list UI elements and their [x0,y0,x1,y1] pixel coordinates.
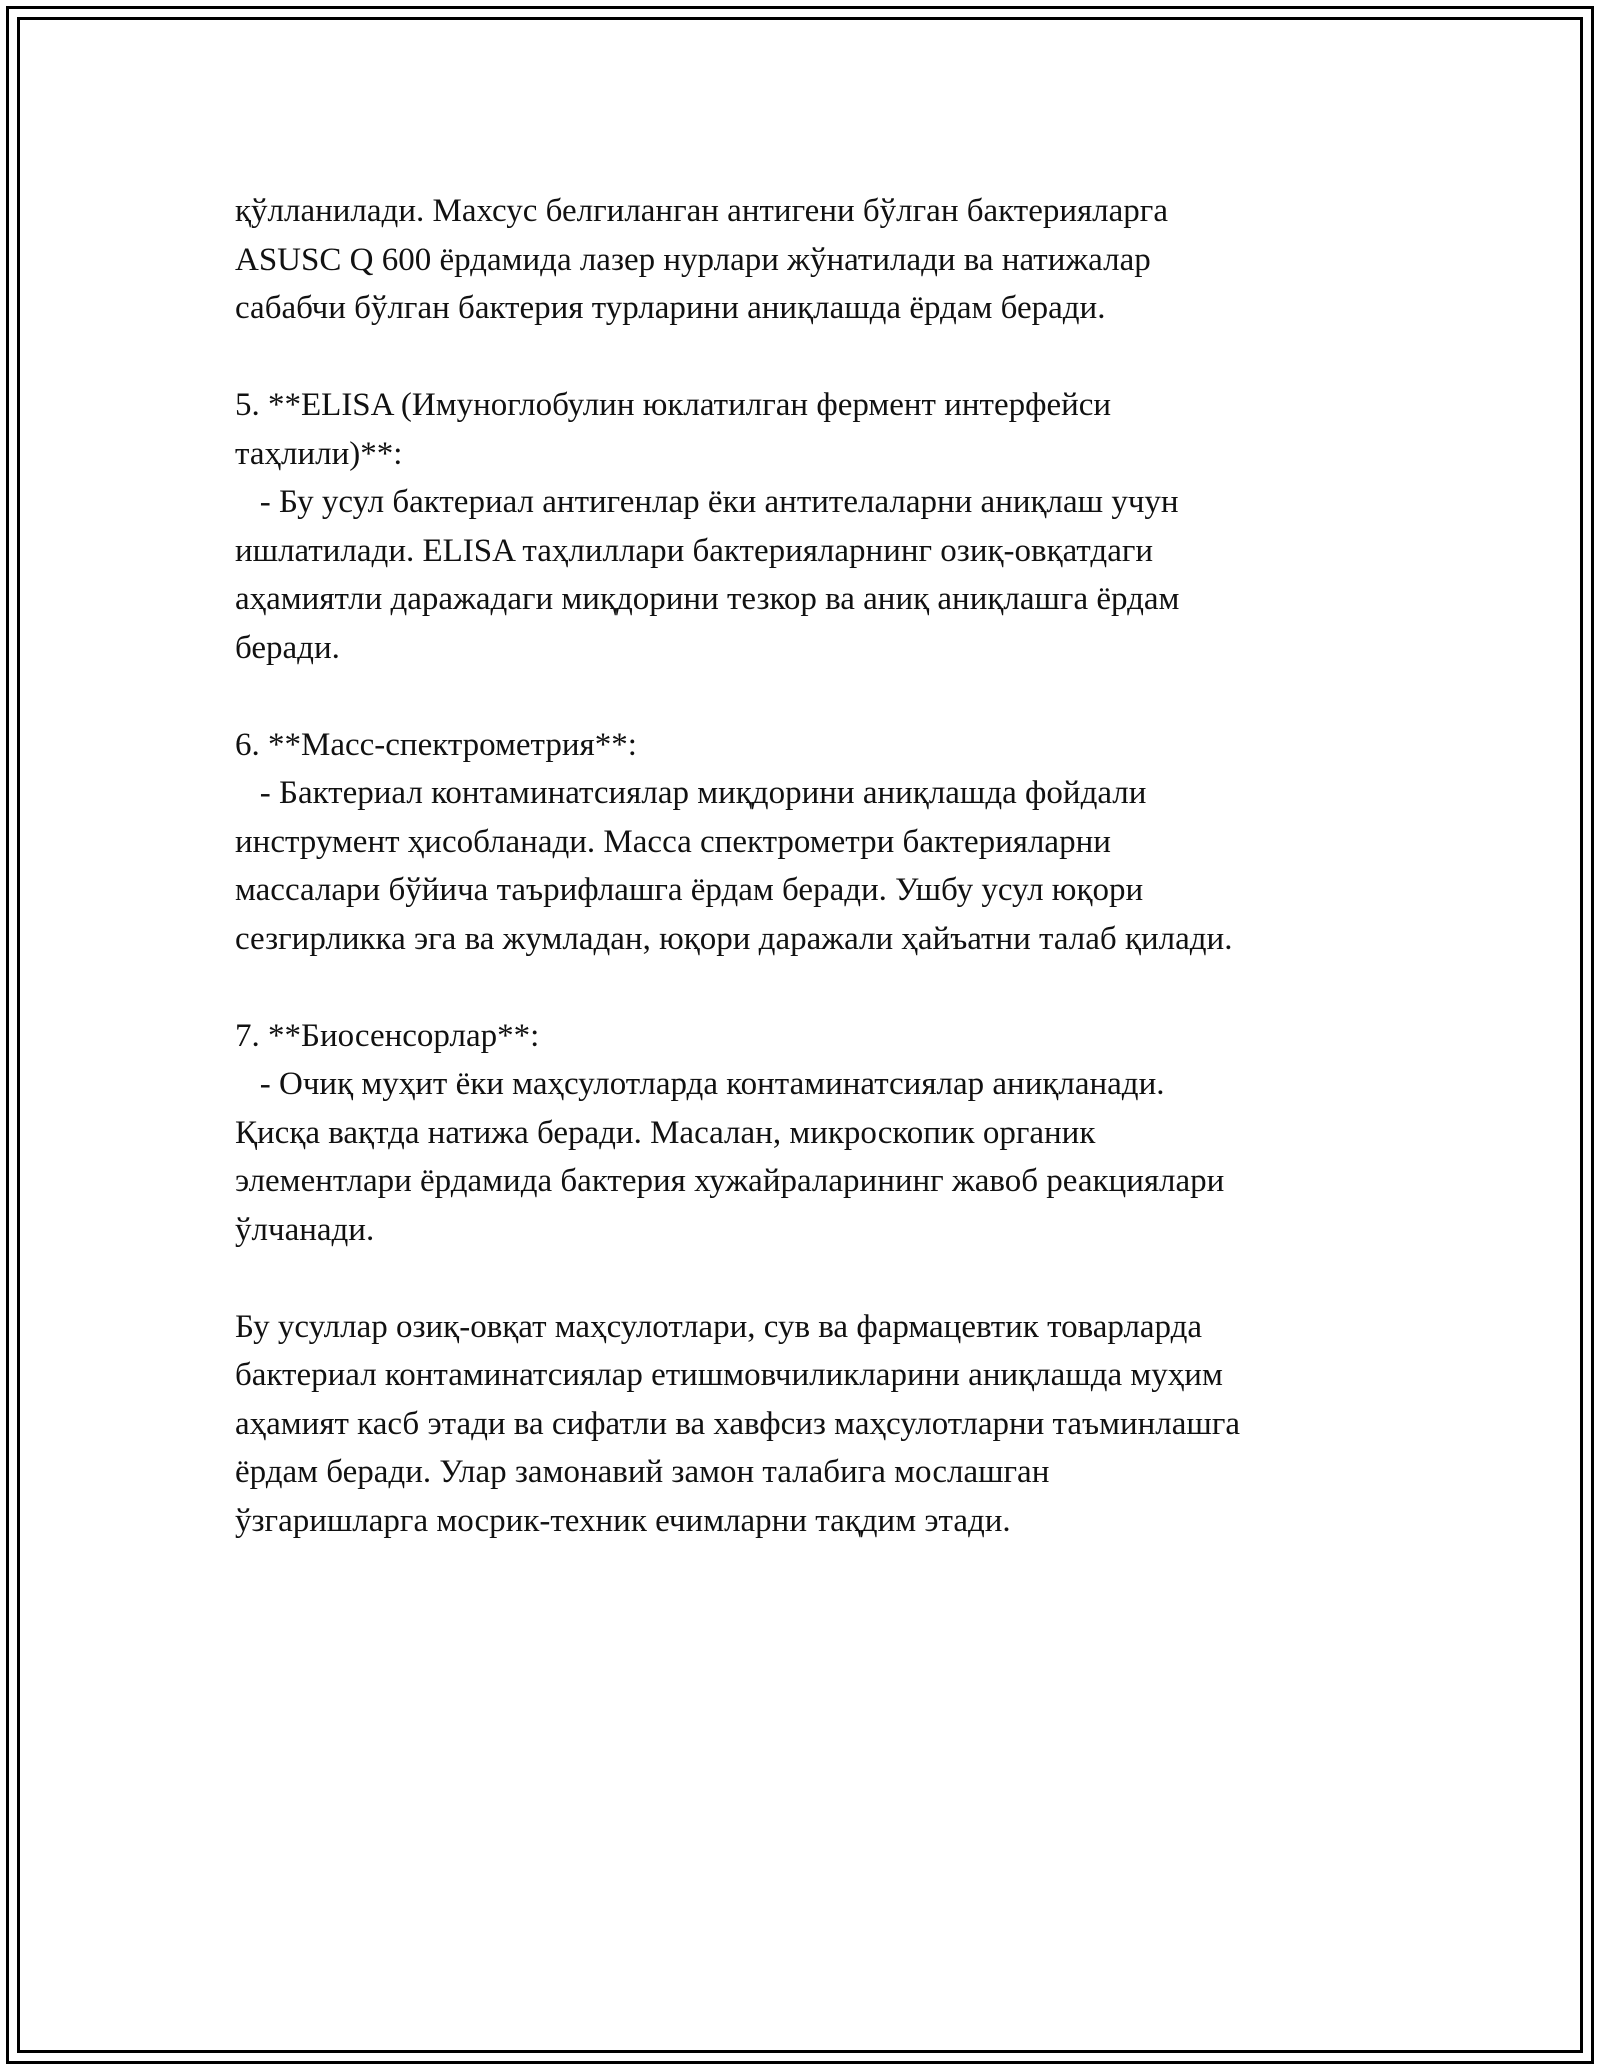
text-line: ёрдам беради. Улар замонавий замон талабига мослашган [235,1454,1050,1490]
text-line: массалари бўйича таърифлашга ёрдам беради. Ушбу усул юқори [235,872,1144,908]
text-line: - Очиқ муҳит ёки маҳсулотларда контаминатсиялар аниқланади. [235,1066,1165,1102]
section-heading: 5. **ELISA (Имуноглобулин юклатилган фермент интерфейси [235,387,1112,423]
paragraph-elisa [235,381,1385,672]
text-line: Қисқа вақтда натижа беради. Масалан, микроскопик органик [235,1114,1096,1151]
text-line: аҳамият касб этади ва сифатли ва хавфсиз маҳсулотларни таъминлашга [235,1405,1241,1442]
paragraph-mass-spectrometry [235,721,1385,964]
section-heading: 7. **Биосенсорлар**: [235,1017,540,1054]
text-line: сабабчи бўлган бактерия турларини аниқлашда ёрдам беради. [235,290,1106,326]
text-line: ASUSC Q 600 ёрдамида лазер нурлари жўнатилади ва натижалар [235,241,1151,278]
document-body [235,187,1385,1594]
paragraph-intro-continuation [235,187,1385,333]
text-line: ўзгаришларга мосрик-техник ечимларни тақдим этади. [235,1502,1011,1539]
text-line: бактериал контаминатсиялар етишмовчиликларини аниқлашда муҳим [235,1357,1223,1393]
text-line: сезгирликка эга ва жумладан, юқори даражали ҳайъатни талаб қилади. [235,920,1233,957]
paragraph-conclusion [235,1303,1385,1546]
paragraph-biosensors [235,1012,1385,1255]
section-heading: таҳлили)**: [235,435,403,472]
text-line: - Бактериал контаминатсиялар миқдорини аниқлашда фойдали [235,775,1147,811]
text-line: ишлатилади. ELISA таҳлиллари бактерияларнинг озиқ-овқатдаги [235,532,1154,569]
text-line: инструмент ҳисобланади. Масса спектрометри бактерияларни [235,823,1111,860]
text-line: беради. [235,629,340,666]
text-line: Бу усуллар озиқ-овқат маҳсулотлари, сув ва фармацевтик товарларда [235,1308,1203,1345]
text-line: элементлари ёрдамида бактерия хужайраларининг жавоб реакциялари [235,1163,1225,1199]
text-line: - Бу усул бактериал антигенлар ёки антителаларни аниқлаш учун [235,484,1179,520]
text-line: қўлланилади. Махсус белгиланган антигени бўлган бактерияларга [235,193,1168,229]
text-line: ўлчанади. [235,1211,375,1248]
text-line: аҳамиятли даражадаги миқдорини тезкор ва аниқ аниқлашга ёрдам [235,581,1180,617]
section-heading: 6. **Масс-спектрометрия**: [235,726,637,763]
